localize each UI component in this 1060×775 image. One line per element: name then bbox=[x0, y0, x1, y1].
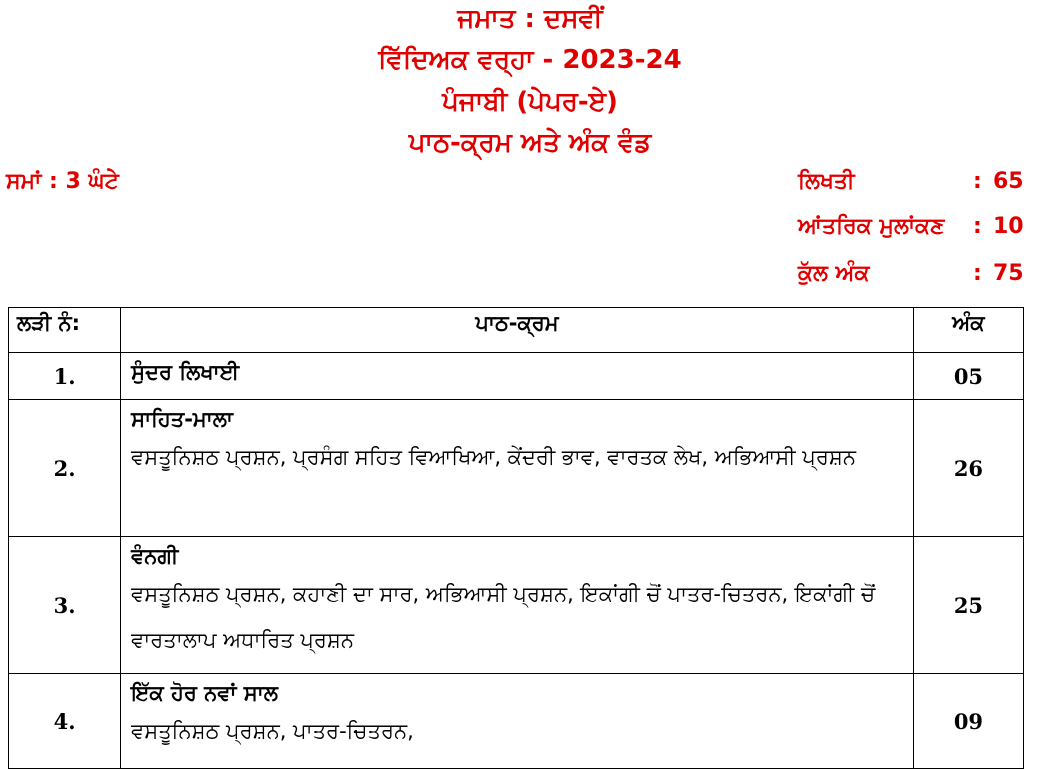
written-marks-value: 65 bbox=[993, 169, 1024, 194]
row-content bbox=[121, 537, 914, 674]
total-marks-label: ਕੁੱਲ ਅੰਕ bbox=[798, 261, 870, 286]
written-marks-colon: : bbox=[973, 169, 982, 194]
subject-heading: ਪੰਜਾਬੀ (ਪੇਪਰ-ਏ) bbox=[442, 87, 618, 117]
marks-header: ਅੰਕ bbox=[913, 308, 1023, 353]
row-number: 3. bbox=[9, 537, 121, 674]
row-marks: 26 bbox=[913, 400, 1023, 537]
table-row bbox=[9, 674, 1024, 769]
serial-number-header: ਲੜੀ ਨੰ: bbox=[9, 308, 121, 353]
table-row bbox=[9, 400, 1024, 537]
row-title: ਇੱਕ ਹੋਰ ਨਵਾਂ ਸਾਲ bbox=[131, 681, 278, 705]
row-content bbox=[121, 400, 914, 537]
row-description: ਵਸਤੂਨਿਸ਼ਠ ਪ੍ਰਸ਼ਨ, ਪਾਤਰ-ਚਿਤਰਨ, bbox=[131, 719, 414, 743]
class-heading: ਜਮਾਤ : ਦਸਵੀਂ bbox=[457, 4, 603, 34]
row-title: ਸੁੰਦਰ ਲਿਖਾਈ bbox=[131, 360, 240, 384]
table-row bbox=[9, 353, 1024, 400]
internal-assessment-value: 10 bbox=[993, 214, 1024, 239]
academic-year-heading: ਵਿੱਦਿਅਕ ਵਰ੍ਹਾ - 2023-24 bbox=[378, 45, 682, 75]
row-marks: 09 bbox=[913, 674, 1023, 769]
table-row bbox=[9, 537, 1024, 674]
row-content bbox=[121, 674, 914, 769]
row-number: 2. bbox=[9, 400, 121, 537]
total-marks-colon: : bbox=[973, 261, 982, 286]
row-marks: 05 bbox=[913, 353, 1023, 400]
row-number: 1. bbox=[9, 353, 121, 400]
row-title: ਸਾਹਿਤ-ਮਾਲਾ bbox=[131, 407, 233, 431]
row-title: ਵੰਨਗੀ bbox=[131, 544, 179, 568]
syllabus-header: ਪਾਠ-ਕ੍ਰਮ bbox=[121, 308, 914, 353]
syllabus-table bbox=[8, 307, 1024, 769]
total-marks-value: 75 bbox=[993, 261, 1024, 286]
row-content bbox=[121, 353, 914, 400]
row-description: ਵਸਤੂਨਿਸ਼ਠ ਪ੍ਰਸ਼ਨ, ਪ੍ਰਸੰਗ ਸਹਿਤ ਵਿਆਖਿਆ, ਕੇਂਦਰੀ ਭਾਵ, ਵਾਰਤਕ ਲੇਖ, ਅਭਿਆਸੀ ਪ੍ਰਸ਼ਨ bbox=[131, 445, 856, 469]
table-header-row bbox=[9, 308, 1024, 353]
internal-assessment-marks bbox=[798, 213, 1024, 241]
row-marks: 25 bbox=[913, 537, 1023, 674]
total-marks bbox=[798, 260, 1024, 288]
syllabus-heading: ਪਾਠ-ਕ੍ਰਮ ਅਤੇ ਅੰਕ ਵੰਡ bbox=[408, 128, 652, 158]
internal-assessment-colon: : bbox=[973, 214, 982, 239]
time-label: ਸਮਾਂ : 3 ਘੰਟੇ bbox=[6, 169, 119, 194]
row-number: 4. bbox=[9, 674, 121, 769]
row-description: ਵਸਤੂਨਿਸ਼ਠ ਪ੍ਰਸ਼ਨ, ਕਹਾਣੀ ਦਾ ਸਾਰ, ਅਭਿਆਸੀ ਪ੍ਰਸ਼ਨ, ਇਕਾਂਗੀ ਚੋਂ ਪਾਤਰ-ਚਿਤਰਨ, ਇਕਾਂਗੀ ਚੋਂ ਵਾਰਤਾਲਾਪ ਅਧਾਰਿਤ ਪ੍ਰਸ਼ਨ bbox=[131, 582, 876, 652]
written-marks-label: ਲਿਖਤੀ bbox=[798, 169, 855, 194]
internal-assessment-label: ਆਂਤਰਿਕ ਮੁਲਾਂਕਣ bbox=[798, 214, 945, 239]
written-marks bbox=[798, 168, 1024, 196]
